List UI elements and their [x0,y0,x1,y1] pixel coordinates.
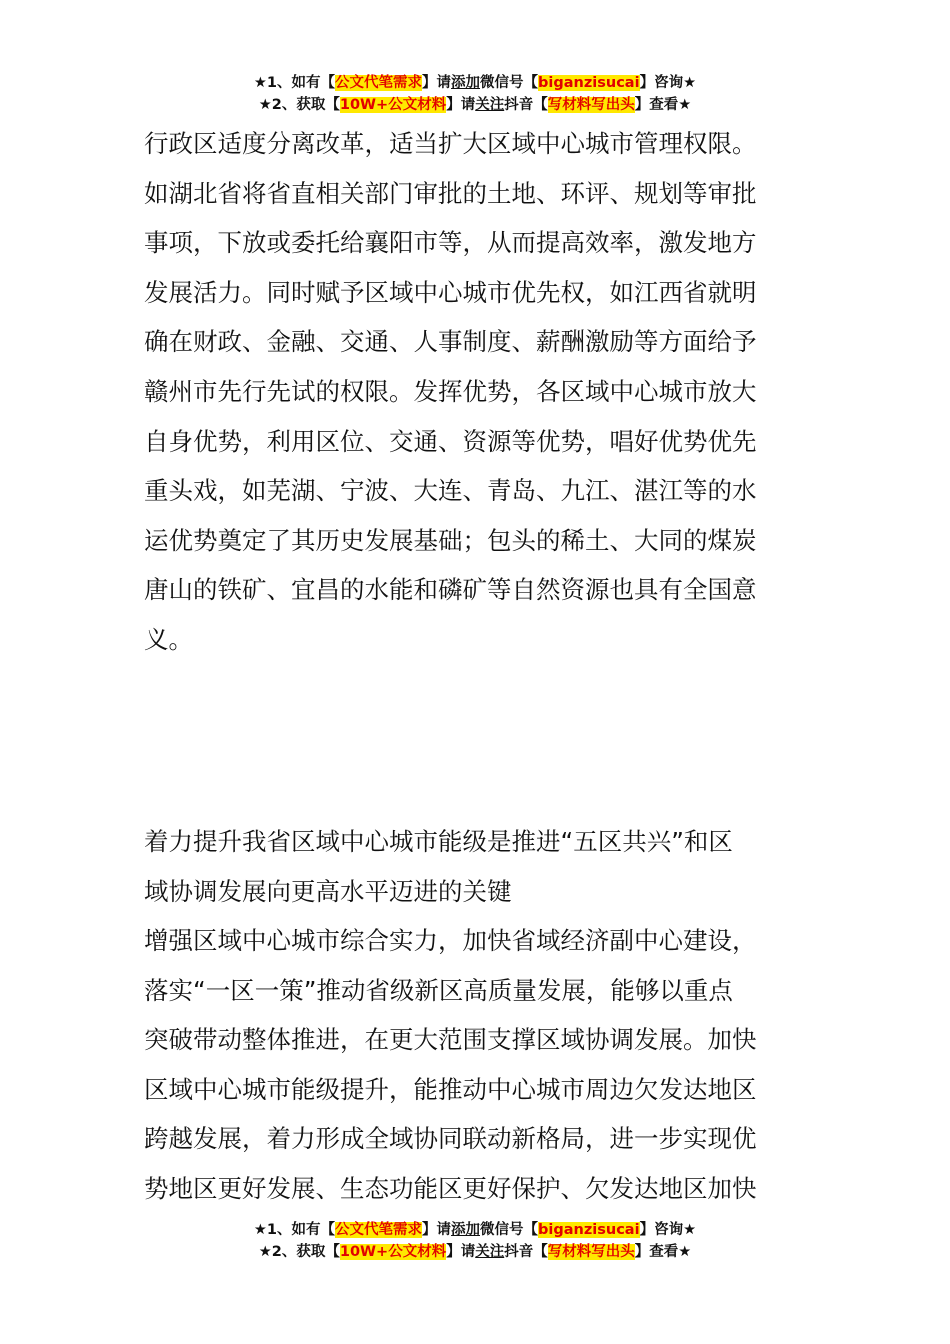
highlight-wechat-id: biganzisucai [538,75,640,91]
underlined-follow: 关注 [475,97,505,113]
promo-text: 抖音【 [504,97,548,113]
header-promo-banner [0,72,950,116]
footer-promo-banner [0,1219,950,1263]
text-line: 确在财政、金融、交通、人事制度、薪酬激励等方面给予 [144,327,757,357]
highlight-douyin: 写材料写出头 [547,1244,635,1260]
text-line: 行政区适度分离改革，适当扩大区域中心城市管理权限。 [144,129,757,158]
promo-line-1 [0,72,950,94]
promo-text: 】查看★ [634,97,692,113]
text-line: 势地区更好发展、生态功能区更好保护、欠发达地区加快 [144,1173,757,1203]
promo-line-1 [0,1219,950,1241]
text-line: 重头戏，如芜湖、宁波、大连、青岛、九江、湛江等的水 [144,476,757,506]
text-line: 事项，下放或委托给襄阳市等，从而提高效率，激发地方 [144,228,757,258]
paragraph-2 [144,916,809,1214]
underlined-add: 添加 [451,75,481,91]
text-line: 运优势奠定了其历史发展基础；包头的稀土、大同的煤炭 [144,525,757,555]
text-line: 如湖北省将省直相关部门审批的土地、环评、规划等审批 [144,178,757,208]
heading-line: 域协调发展向更高水平迈进的关键 [144,876,512,906]
promo-text: 】咨询★ [639,1222,697,1238]
promo-text: 】请 [446,1244,476,1260]
promo-line-2 [0,1241,950,1263]
text-line: 唐山的铁矿、宜昌的水能和磷矿等自然资源也具有全国意 [144,575,757,605]
highlight-service: 公文代笔需求 [335,1222,423,1238]
paragraph-1 [144,119,809,665]
promo-text: 抖音【 [504,1244,548,1260]
highlight-material: 10W+公文材料 [339,1244,447,1260]
text-line: 义。 [144,624,193,654]
promo-text: ★2、获取【 [258,1244,340,1260]
text-line: 突破带动整体推进，在更大范围支撑区域协调发展。加快 [144,1025,757,1055]
heading-line: 着力提升我省区域中心城市能级是推进“五区共兴”和区 [144,827,733,856]
promo-text: 微信号【 [480,1222,539,1238]
highlight-douyin: 写材料写出头 [547,97,635,113]
promo-text: 微信号【 [480,75,539,91]
promo-text: 】请 [422,1222,452,1238]
promo-text: ★1、如有【 [253,75,336,91]
text-line: 增强区域中心城市综合实力，加快省域经济副中心建设， [144,926,757,955]
highlight-material: 10W+公文材料 [339,97,447,113]
highlight-service: 公文代笔需求 [335,75,423,91]
promo-text: 】请 [446,97,476,113]
highlight-wechat-id: biganzisucai [538,1222,640,1238]
underlined-follow: 关注 [475,1244,505,1260]
text-line: 跨越发展，着力形成全域协同联动新格局，进一步实现优 [144,1124,757,1154]
text-line: 区域中心城市能级提升，能推动中心城市周边欠发达地区 [144,1074,757,1104]
text-line: 赣州市先行先试的权限。发挥优势，各区域中心城市放大 [144,376,757,406]
promo-text: ★1、如有【 [253,1222,336,1238]
promo-text: ★2、获取【 [258,97,340,113]
promo-text: 】咨询★ [639,75,697,91]
text-line: 发展活力。同时赋予区域中心城市优先权，如江西省就明 [144,277,757,307]
promo-text: 】请 [422,75,452,91]
section-heading [144,817,809,916]
text-line: 落实“一区一策”推动省级新区高质量发展，能够以重点 [144,975,733,1005]
text-line: 自身优势，利用区位、交通、资源等优势，唱好优势优先 [144,426,757,456]
promo-text: 】查看★ [634,1244,692,1260]
underlined-add: 添加 [451,1222,481,1238]
promo-line-2 [0,94,950,116]
